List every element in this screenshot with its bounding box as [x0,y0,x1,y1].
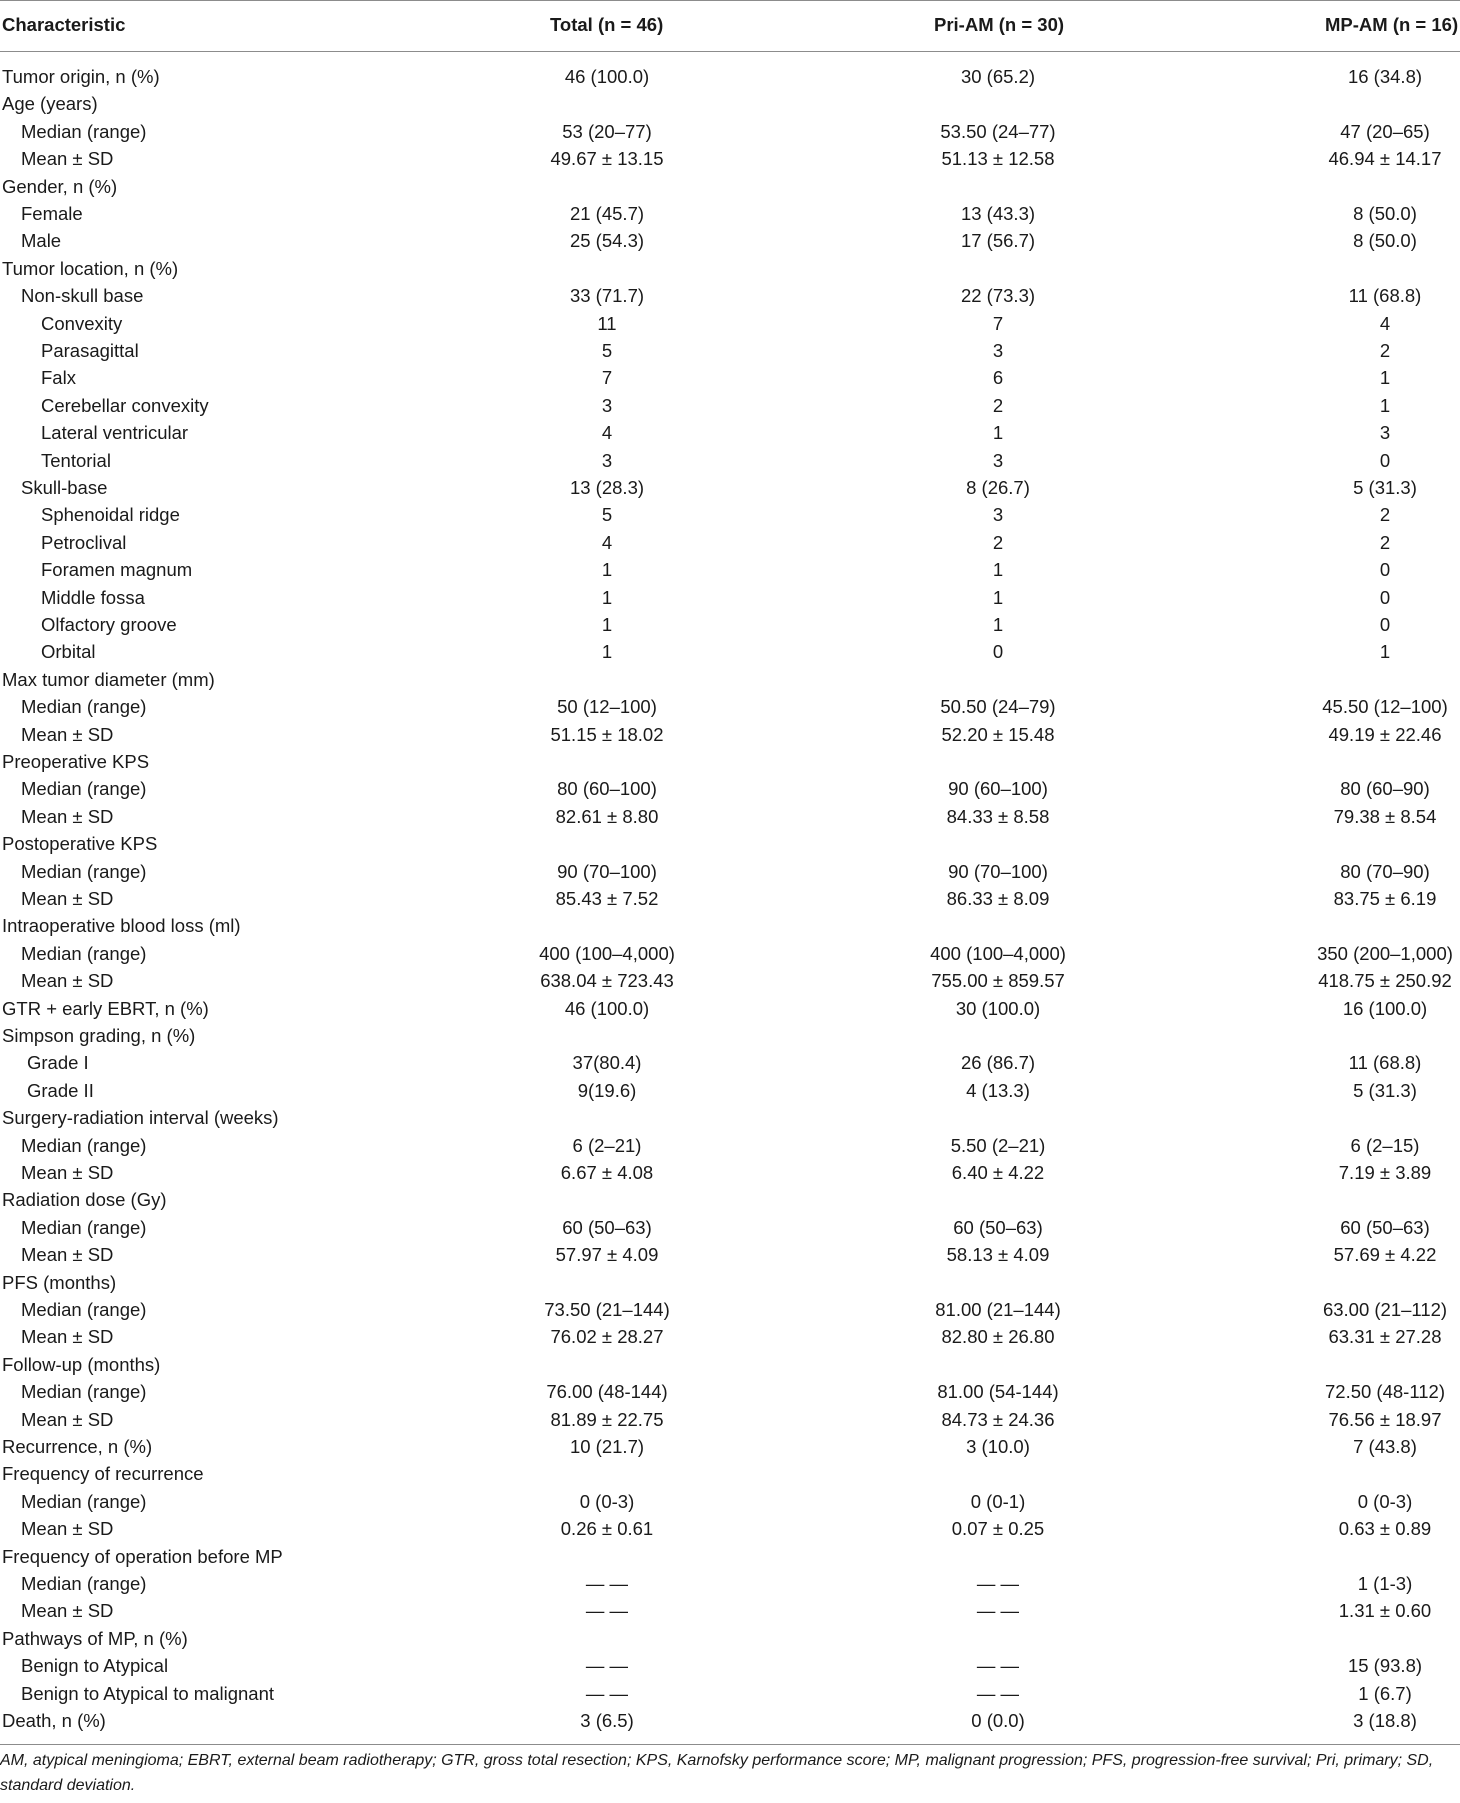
table-row [0,282,1460,310]
row-label: Benign to Atypical [21,1655,169,1677]
cell-mp-am: 3 (18.8) [1353,1710,1417,1731]
cell-total: 1 [601,641,613,663]
table-row [0,145,1460,173]
row-label: Max tumor diameter (mm) [2,668,215,690]
table-row [0,803,1460,831]
cell-total: 3 [601,394,613,416]
row-label: Mean ± SD [21,1326,114,1348]
cell-pri-am: 0 [992,641,1004,663]
cell-total: 0.26 ± 0.61 [560,1518,654,1540]
row-label: Grade I [27,1052,89,1074]
cell-pri-am: 52.20 ± 15.48 [941,723,1055,745]
cell-mp-am: 2 [1379,504,1391,526]
cell-total: 76.00 (48-144) [546,1381,668,1403]
cell-pri-am: 2 [992,394,1004,416]
table-row [0,1515,1460,1543]
table-row [0,200,1460,228]
row-label: Median (range) [21,860,147,882]
table-header [0,0,1460,51]
table-row [0,1488,1460,1516]
cell-total: 60 (50–63) [562,1216,652,1238]
table-row [0,1351,1460,1379]
cell-mp-am: 80 (60–90) [1340,778,1430,800]
cell-mp-am: 1 [1379,367,1391,389]
row-label: Median (range) [21,1216,147,1238]
table-row [0,1323,1460,1351]
table-row [0,227,1460,255]
table-row [0,529,1460,557]
row-label: Median (range) [21,1134,147,1156]
row-label: Convexity [41,312,123,334]
row-label: Median (range) [21,1299,147,1320]
table-row [0,63,1460,91]
cell-pri-am: 90 (70–100) [948,860,1048,882]
cell-total: 1 [601,614,613,635]
row-label: Mean ± SD [21,148,114,170]
cell-mp-am: 45.50 (12–100) [1322,696,1448,718]
table-footnote: AM, atypical meningioma; EBRT, external beam radiotherapy; GTR, gross total resection; KPS, Karnofsky performance score; MP, malignant progression; PFS, progression-free survival; Pri, primary; SD, standard deviation. [0,1752,1434,1794]
cell-total: 1 [601,559,613,581]
cell-mp-am: 47 (20–65) [1340,120,1430,142]
cell-mp-am: 2 [1379,340,1391,361]
cell-pri-am: 0 (0-1) [970,1490,1026,1512]
cell-pri-am: 1 [992,586,1004,608]
row-label: Petroclival [41,531,127,553]
cell-total: 57.97 ± 4.09 [555,1244,659,1266]
row-label: Frequency of operation before MP [2,1545,283,1567]
row-label: Female [21,203,83,224]
table-row [0,1433,1460,1461]
cell-total: 3 [601,449,613,471]
table-row [0,638,1460,666]
cell-pri-am: 755.00 ± 859.57 [931,970,1065,992]
row-label: Gender, n (%) [2,175,118,197]
table-row [0,1077,1460,1105]
cell-pri-am: — — [976,1682,1020,1704]
cell-total: 4 [601,422,613,444]
table-row [0,748,1460,776]
cell-total: 80 (60–100) [557,778,657,800]
row-label: Mean ± SD [21,970,114,992]
cell-mp-am: 83.75 ± 6.19 [1333,888,1437,909]
cell-total: 6.67 ± 4.08 [560,1162,654,1183]
row-label: Tumor origin, n (%) [2,66,160,87]
cell-pri-am: 5.50 (2–21) [950,1134,1046,1156]
table-row [0,584,1460,612]
table-row [0,830,1460,858]
table-row [0,310,1460,338]
row-label: Intraoperative blood loss (ml) [2,915,241,937]
cell-mp-am: 60 (50–63) [1340,1216,1430,1238]
row-label: Surgery-radiation interval (weeks) [2,1107,279,1129]
cell-total: 4 [601,531,613,553]
table-row [0,447,1460,475]
table-row [0,995,1460,1023]
table-row [0,940,1460,968]
cell-total: 33 (71.7) [569,285,645,307]
cell-total: 13 (28.3) [569,477,645,498]
cell-mp-am: 46.94 ± 14.17 [1328,148,1442,170]
table-row [0,967,1460,995]
table-row [0,912,1460,940]
cell-pri-am: 30 (100.0) [955,997,1041,1019]
cell-total: 25 (54.3) [569,230,645,252]
cell-total: 5 [601,340,613,361]
row-label: Falx [41,367,76,389]
row-label: Mean ± SD [21,1408,114,1430]
table-row [0,90,1460,118]
cell-total: — — [585,1600,629,1622]
cell-mp-am: 76.56 ± 18.97 [1328,1408,1442,1430]
cell-total: 51.15 ± 18.02 [550,723,664,745]
cell-mp-am: 63.00 (21–112) [1322,1299,1448,1320]
row-label: Death, n (%) [2,1710,106,1731]
cell-mp-am: 8 (50.0) [1353,230,1417,252]
cell-total: 81.89 ± 22.75 [550,1408,664,1430]
table-row [0,1186,1460,1214]
row-label: Lateral ventricular [41,422,189,444]
row-label: Follow-up (months) [2,1353,161,1375]
cell-total: — — [585,1682,629,1704]
cell-mp-am: 418.75 ± 250.92 [1318,970,1452,992]
cell-pri-am: 3 (10.0) [966,1436,1030,1457]
table-row [0,337,1460,365]
cell-pri-am: 6.40 ± 4.22 [951,1162,1045,1183]
cell-pri-am: 6 [992,367,1004,389]
table-row [0,1406,1460,1434]
cell-pri-am: 81.00 (54-144) [937,1381,1059,1403]
header-pri-am: Pri-AM (n = 30) [934,14,1065,35]
cell-mp-am: 7.19 ± 3.89 [1338,1162,1432,1183]
table-row [0,1597,1460,1625]
header-total: Total (n = 46) [550,14,664,35]
cell-total: 7 [601,367,613,389]
table-row [0,118,1460,146]
cell-mp-am: 6 (2–15) [1350,1134,1420,1156]
table-row [0,666,1460,694]
cell-pri-am: 26 (86.7) [960,1052,1036,1074]
table-row [0,419,1460,447]
row-label: Median (range) [21,1573,147,1594]
cell-total: 10 (21.7) [569,1436,645,1457]
table-row [0,1159,1460,1187]
row-label: Sphenoidal ridge [41,504,180,526]
table-row [0,1625,1460,1653]
cell-pri-am: 0.07 ± 0.25 [951,1518,1045,1540]
table-row [0,1570,1460,1598]
cell-mp-am: 350 (200–1,000) [1317,942,1453,964]
cell-total: 0 (0-3) [579,1490,635,1512]
cell-total: 73.50 (21–144) [544,1299,670,1320]
row-label: Frequency of recurrence [2,1463,204,1485]
row-label: Pathways of MP, n (%) [2,1627,188,1649]
cell-mp-am: 7 (43.8) [1353,1436,1417,1457]
row-label: PFS (months) [2,1271,117,1293]
row-label: Recurrence, n (%) [2,1436,153,1457]
cell-pri-am: 0 (0.0) [971,1710,1025,1731]
cell-pri-am: 60 (50–63) [953,1216,1043,1238]
row-label: Skull-base [21,477,108,498]
cell-mp-am: 49.19 ± 22.46 [1328,723,1442,745]
cell-pri-am: 81.00 (21–144) [935,1299,1061,1320]
cell-pri-am: 84.73 ± 24.36 [941,1408,1055,1430]
row-label: Radiation dose (Gy) [2,1189,167,1211]
row-label: Mean ± SD [21,1600,114,1622]
cell-total: 638.04 ± 723.43 [540,970,674,992]
cell-mp-am: 72.50 (48-112) [1325,1381,1445,1403]
table-row [0,364,1460,392]
header-rule [0,51,1460,52]
cell-mp-am: 1 (1-3) [1357,1573,1413,1594]
row-label: Olfactory groove [41,614,177,635]
cell-mp-am: 0 (0-3) [1357,1490,1413,1512]
cell-total: 3 (6.5) [580,1710,634,1731]
row-label: Median (range) [21,942,147,964]
cell-pri-am: 8 (26.7) [966,477,1030,498]
table-row [0,556,1460,584]
cell-total: 53 (20–77) [562,120,652,142]
cell-pri-am: 30 (65.2) [960,66,1036,87]
cell-mp-am: 11 (68.8) [1348,1052,1422,1074]
row-label: Median (range) [21,1490,147,1512]
row-label: Cerebellar convexity [41,394,209,416]
cell-pri-am: 3 [992,504,1004,526]
cell-pri-am: 22 (73.3) [960,285,1036,307]
cell-total: 76.02 ± 28.27 [550,1326,664,1348]
table-row [0,1049,1460,1077]
cell-pri-am: 90 (60–100) [948,778,1048,800]
row-label: Median (range) [21,120,147,142]
row-label: Mean ± SD [21,805,114,827]
cell-pri-am: 2 [992,531,1004,553]
table-row [0,1680,1460,1708]
cell-total: 46 (100.0) [564,997,650,1019]
cell-pri-am: 3 [992,449,1004,471]
cell-pri-am: 13 (43.3) [960,203,1036,224]
row-label: Tumor location, n (%) [2,257,179,279]
cell-mp-am: 15 (93.8) [1347,1655,1423,1677]
cell-total: 11 [597,312,617,334]
row-label: Mean ± SD [21,1162,114,1183]
cell-pri-am: 84.33 ± 8.58 [946,805,1050,827]
row-label: Median (range) [21,778,147,800]
cell-total: 21 (45.7) [569,203,645,224]
row-label: Postoperative KPS [2,833,158,855]
cell-mp-am: 16 (34.8) [1347,66,1423,87]
cell-pri-am: 51.13 ± 12.58 [941,148,1055,170]
cell-total: 1 [601,586,613,608]
row-label: Orbital [41,641,96,663]
cell-pri-am: 86.33 ± 8.09 [946,888,1050,909]
row-label: Parasagittal [41,340,139,361]
table-row [0,501,1460,529]
cell-mp-am: 1 [1379,394,1391,416]
header-characteristic: Characteristic [2,14,126,35]
table-row [0,392,1460,420]
cell-pri-am: — — [976,1655,1020,1677]
row-label: Male [21,230,62,252]
table-row [0,1460,1460,1488]
table-row [0,1214,1460,1242]
table-row [0,1543,1460,1571]
table-row [0,693,1460,721]
table-row [0,1241,1460,1269]
cell-total: 82.61 ± 8.80 [555,805,659,827]
table-row [0,858,1460,886]
cell-pri-am: 400 (100–4,000) [930,942,1066,964]
table-row [0,173,1460,201]
table-row [0,1269,1460,1297]
table-row [0,775,1460,803]
cell-pri-am: 1 [992,614,1004,635]
table-row [0,255,1460,283]
cell-mp-am: 3 [1379,422,1391,444]
cell-mp-am: 0 [1379,449,1391,471]
cell-mp-am: 8 (50.0) [1353,203,1417,224]
row-label: Tentorial [41,449,111,471]
cell-mp-am: 0 [1379,559,1391,581]
cell-pri-am: 1 [992,422,1004,444]
row-label: Preoperative KPS [2,751,150,772]
row-label: Mean ± SD [21,1518,114,1540]
cell-pri-am: 50.50 (24–79) [940,696,1056,718]
table-row [0,1132,1460,1160]
bottom-rule [0,1744,1460,1745]
row-label: Mean ± SD [21,888,114,909]
cell-mp-am: 79.38 ± 8.54 [1333,805,1437,827]
row-label: Benign to Atypical to malignant [21,1682,274,1704]
row-label: Median (range) [21,696,147,718]
row-label: Mean ± SD [21,723,114,745]
cell-pri-am: 7 [992,312,1004,334]
row-label: Middle fossa [41,586,145,608]
cell-mp-am: 0.63 ± 0.89 [1338,1518,1432,1540]
table-row [0,1104,1460,1132]
cell-total: — — [585,1655,629,1677]
header-mp-am: MP-AM (n = 16) [1325,14,1459,35]
cell-pri-am: — — [976,1600,1020,1622]
cell-pri-am: — — [976,1573,1020,1594]
table-row [0,1022,1460,1050]
cell-mp-am: 5 (31.3) [1353,477,1417,498]
row-label: Grade II [27,1079,94,1101]
cell-mp-am: 1 [1379,641,1391,663]
cell-pri-am: 17 (56.7) [960,230,1036,252]
row-label: Age (years) [2,93,98,115]
cell-pri-am: 3 [992,340,1004,361]
cell-total: 50 (12–100) [557,696,657,718]
cell-mp-am: 16 (100.0) [1342,997,1428,1019]
cell-total: 90 (70–100) [557,860,657,882]
table-row [0,1707,1460,1735]
cell-pri-am: 53.50 (24–77) [940,120,1056,142]
table-row [0,1652,1460,1680]
cell-pri-am: 82.80 ± 26.80 [941,1326,1055,1348]
cell-mp-am: 0 [1379,614,1391,635]
cell-total: 6 (2–21) [572,1134,642,1156]
cell-mp-am: 5 (31.3) [1353,1079,1417,1101]
row-label: Foramen magnum [41,559,193,581]
table-row [0,611,1460,639]
table-row [0,721,1460,749]
cell-mp-am: 1 (6.7) [1358,1682,1412,1704]
cell-total: 5 [601,504,613,526]
row-label: GTR + early EBRT, n (%) [2,997,209,1019]
cell-total: — — [585,1573,629,1594]
cell-total: 400 (100–4,000) [539,942,675,964]
row-label: Median (range) [21,1381,147,1403]
cell-total: 37(80.4) [572,1052,642,1074]
cell-mp-am: 0 [1379,586,1391,608]
cell-total: 46 (100.0) [564,66,650,87]
cell-mp-am: 11 (68.8) [1348,285,1422,307]
cell-pri-am: 4 (13.3) [966,1079,1030,1101]
cell-total: 85.43 ± 7.52 [555,888,659,909]
cell-pri-am: 58.13 ± 4.09 [946,1244,1050,1266]
cell-mp-am: 80 (70–90) [1340,860,1430,882]
table-row [0,1378,1460,1406]
cell-total: 49.67 ± 13.15 [550,148,664,170]
cell-total: 9(19.6) [577,1079,637,1101]
row-label: Non-skull base [21,285,144,307]
table-row [0,885,1460,913]
cell-mp-am: 2 [1379,531,1391,553]
cell-mp-am: 1.31 ± 0.60 [1338,1600,1432,1622]
cell-pri-am: 1 [992,559,1004,581]
cell-mp-am: 57.69 ± 4.22 [1333,1244,1437,1266]
cell-mp-am: 4 [1379,312,1391,334]
cell-mp-am: 63.31 ± 27.28 [1328,1326,1442,1348]
table-row [0,474,1460,502]
row-label: Simpson grading, n (%) [2,1025,196,1046]
table-row [0,1296,1460,1324]
row-label: Mean ± SD [21,1244,114,1266]
